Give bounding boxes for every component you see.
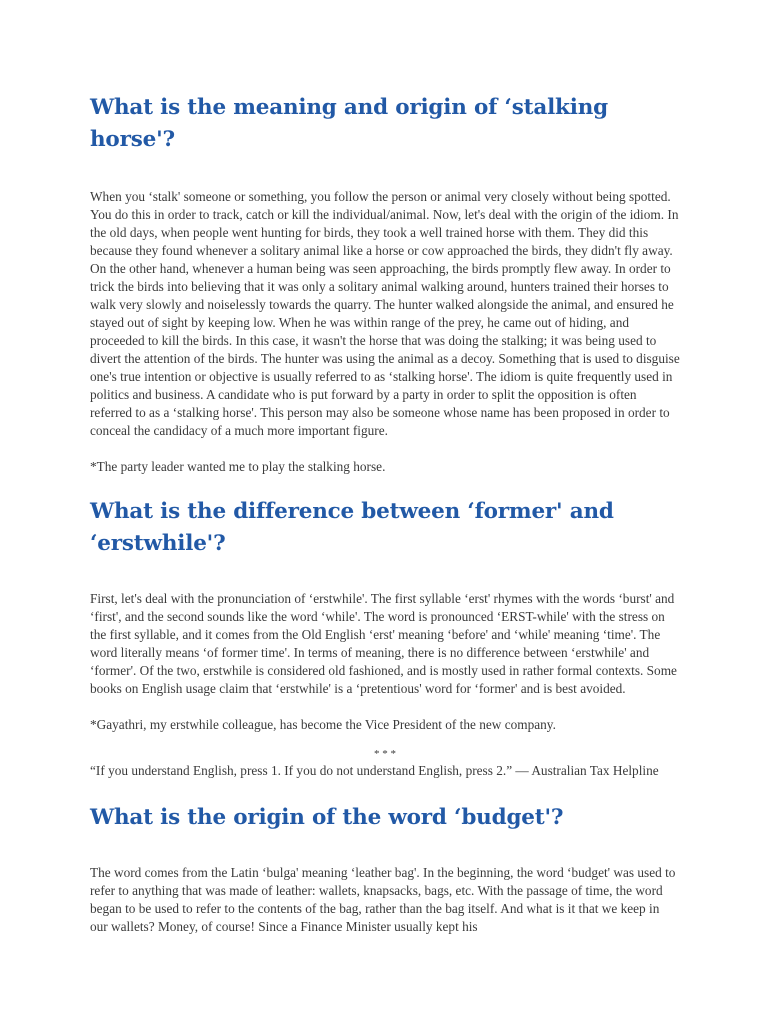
example-stalking-horse: *The party leader wanted me to play the stalking horse. bbox=[90, 459, 386, 474]
article bbox=[90, 92, 680, 936]
body-budget-origin: The word comes from the Latin ‘bulga' meaning ‘leather bag'. In the beginning, the word ‘budget' was used to refer to anything that was made of leather: wallets, knapsacks, bags, etc. With the passage of time, the word began to be used to refer to the contents of the bag, rather than the bag itself. And what is it that we keep in our wallets? Money, of course! Since a Finance Minister usually kept his bbox=[90, 865, 676, 934]
heading-former-erstwhile: What is the difference between ‘former' and ‘erstwhile'? bbox=[90, 499, 614, 556]
example-former-erstwhile: *Gayathri, my erstwhile colleague, has become the Vice President of the new company. bbox=[90, 717, 556, 732]
body-former-erstwhile: First, let's deal with the pronunciation of ‘erstwhile'. The first syllable ‘erst' rhymes with the words ‘burst' and ‘first', and the second sounds like the word ‘while'. The word is pronounced ‘ERST-while' with the stress on the first syllable, and it comes from the Old English ‘erst' meaning ‘before' and ‘while' meaning ‘time'. The word literally means ‘of former time'. In terms of meaning, there is no difference between ‘erstwhile' and ‘former'. Of the two, erstwhile is considered old fashioned, and is mostly used in rather formal contexts. Some books on English usage claim that ‘erstwhile' is a ‘pretentious' word for ‘former' and is best avoided. bbox=[90, 591, 677, 696]
heading-budget-origin: What is the origin of the word ‘budget'? bbox=[90, 805, 564, 830]
quote: “If you understand English, press 1. If you do not understand English, press 2.” — Australian Tax Helpline bbox=[90, 763, 659, 778]
section-divider: * * * bbox=[374, 748, 396, 760]
heading-stalking-horse: What is the meaning and origin of ‘stalking horse'? bbox=[90, 95, 608, 152]
body-stalking-horse: When you ‘stalk' someone or something, you follow the person or animal very closely without being spotted. You do this in order to track, catch or kill the individual/animal. Now, let's deal with the origin of the idiom. In the old days, when people went hunting for birds, they took a well trained horse with them. They did this because they found whenever a solitary animal like a horse or cow approached the birds, they didn't fly away. On the other hand, whenever a human being was seen approaching, the birds promptly flew away. In order to trick the birds into believing that it was only a solitary animal walking around, hunters trained their horses to walk very slowly and noiselessly towards the quarry. The hunter walked alongside the animal, and ensured he stayed out of sight by keeping low. When he was within range of the prey, he came out of hiding, and proceeded to kill the birds. In this case, it wasn't the horse that was doing the stalking; it was being used to divert the attention of the birds. The hunter was using the animal as a decoy. Something that is used to disguise one's true intention or objective is usually referred to as ‘stalking horse'. The idiom is quite frequently used in politics and business. A candidate who is put forward by a party in order to split the opposition is often referred to as a ‘stalking horse'. This person may also be someone whose name has been proposed in order to conceal the candidacy of a much more important figure. bbox=[90, 189, 680, 438]
